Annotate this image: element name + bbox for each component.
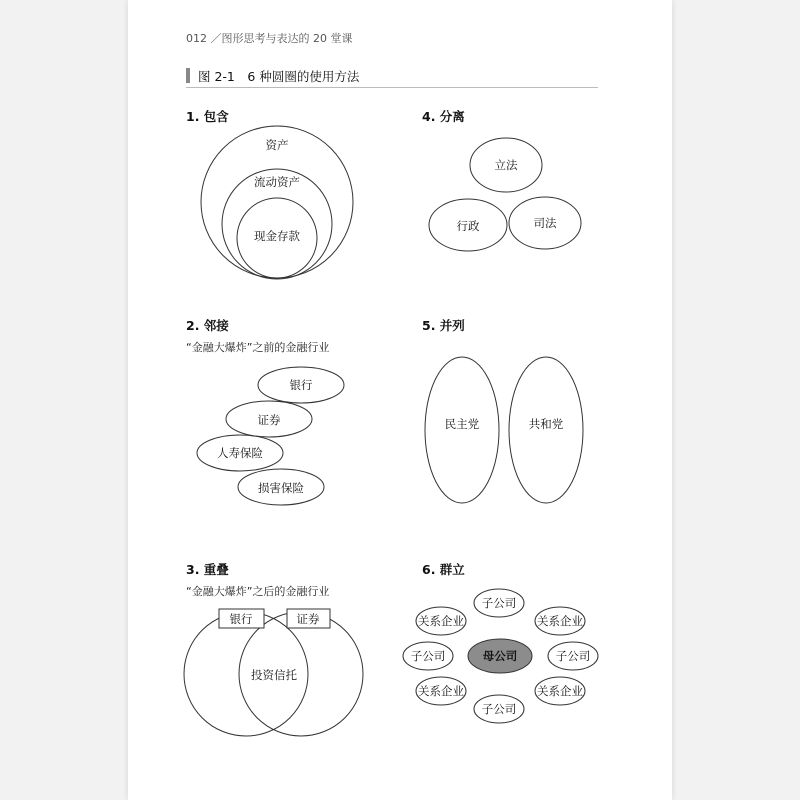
section-title-separate: 4. 分离 xyxy=(422,109,465,124)
group-label-7: 关系企业 xyxy=(537,684,583,698)
separate-label-3: 司法 xyxy=(533,216,557,230)
parallel-label-2: 共和党 xyxy=(528,417,564,431)
separate-label-1: 立法 xyxy=(494,158,518,172)
overlap-label-2: 证券 xyxy=(296,612,320,626)
separate-diagram xyxy=(429,138,581,251)
section-subtitle-overlap: “金融大爆炸”之后的金融行业 xyxy=(186,585,330,598)
group-label-5: 子公司 xyxy=(555,649,591,663)
contain-label-3: 现金存款 xyxy=(254,229,300,243)
group-label-8: 子公司 xyxy=(481,702,517,716)
section-title-overlap: 3. 重叠 xyxy=(186,562,229,577)
contain-label-1: 资产 xyxy=(265,138,289,152)
group-label-4: 子公司 xyxy=(410,649,446,663)
running-head: 012 ／图形思考与表达的 20 堂课 xyxy=(186,32,353,45)
group-label-6: 关系企业 xyxy=(418,684,464,698)
adjacent-label-2: 证券 xyxy=(257,413,281,427)
section-title-group: 6. 群立 xyxy=(422,562,465,577)
parallel-label-1: 民主党 xyxy=(444,417,480,431)
section-title-contain: 1. 包含 xyxy=(186,109,229,124)
overlap-label-3: 投资信托 xyxy=(251,668,297,682)
group-center-label: 母公司 xyxy=(482,649,518,663)
section-title-parallel: 5. 并列 xyxy=(422,318,465,333)
adjacent-label-4: 损害保险 xyxy=(258,481,304,495)
overlap-label-1: 银行 xyxy=(229,612,253,626)
group-label-3: 关系企业 xyxy=(537,614,583,628)
group-label-2: 关系企业 xyxy=(418,614,464,628)
group-label-1: 子公司 xyxy=(481,596,517,610)
contain-label-2: 流动资产 xyxy=(254,175,300,189)
adjacent-label-1: 银行 xyxy=(289,378,313,392)
section-subtitle-adjacent: “金融大爆炸”之前的金融行业 xyxy=(186,341,330,354)
separate-label-2: 行政 xyxy=(456,219,480,233)
section-title-adjacent: 2. 邻接 xyxy=(186,318,229,333)
adjacent-label-3: 人寿保险 xyxy=(217,446,263,460)
figure-title: 图 2-1 6 种圆圈的使用方法 xyxy=(198,69,360,84)
